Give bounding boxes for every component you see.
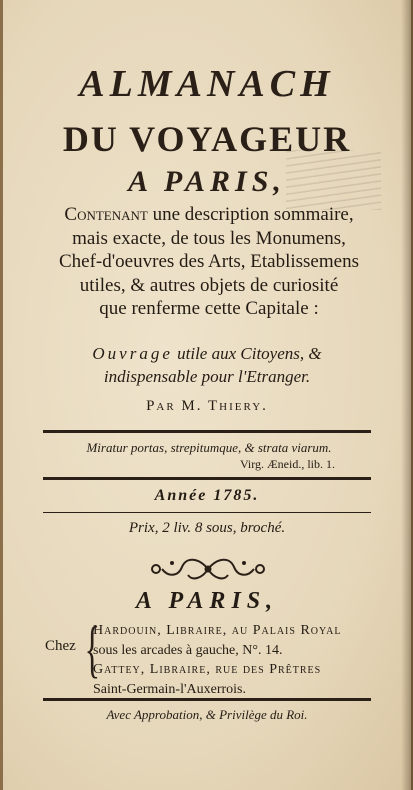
description-line-5: que renferme cette Capitale : (99, 298, 319, 319)
title-line-almanach: ALMANACH (79, 63, 335, 105)
publishers (93, 621, 381, 699)
ouvrage-line-1: utile aux Citoyens, & (172, 344, 322, 363)
fleuron-ornament-icon (148, 555, 268, 583)
rule-bottom (43, 698, 371, 701)
publisher-line-2: sous les arcades à gauche, N°. 14. (93, 642, 283, 658)
curly-brace-icon: { (84, 613, 101, 684)
ouvrage-word: Ouvrage (92, 344, 173, 363)
price-line: Prix, 2 liv. 8 sous, broché. (128, 520, 286, 536)
publisher-line-1: Hardouin, Libraire, au Palais Royal (93, 623, 342, 638)
publisher-line-4: Saint-Germain-l'Auxerrois. (93, 681, 246, 697)
rule-year (43, 512, 371, 513)
epigraph-source: Virg. Æneid., lib. 1. (239, 457, 335, 471)
description-first-word: Contenant (64, 204, 148, 225)
description-line-4: utiles, & autres objets de curiosité (79, 274, 339, 296)
approbation-line: Avec Approbation, & Privilège du Roi. (106, 707, 308, 722)
description-line-3: Chef-d'oeuvres des Arts, Etablissemens (59, 251, 359, 272)
imprint-city: A PARIS, (135, 588, 279, 614)
rule-mid (43, 477, 371, 480)
ouvrage-statement (21, 342, 393, 388)
imprint-chez: Chez (45, 638, 76, 654)
rule-top (43, 430, 371, 433)
description (25, 203, 393, 321)
title-line-a-paris: A PARIS, (128, 165, 286, 198)
author-line: Par M. Thiery. (146, 398, 268, 414)
title-line-du-voyageur: DU VOYAGEUR (62, 119, 352, 159)
description-line-2: mais exacte, de tous les Monumens, (72, 227, 346, 249)
epigraph (47, 440, 371, 472)
epigraph-quote: Miratur portas, strepitumque, & strata viarum. (86, 440, 332, 455)
description-line-1: une description sommaire, (147, 204, 354, 225)
year-line: Année 1785. (154, 487, 260, 504)
ouvrage-line-2: indispensable pour l'Etranger. (103, 367, 311, 386)
publisher-line-3: Gattey, Libraire, rue des Prêtres (93, 662, 322, 677)
